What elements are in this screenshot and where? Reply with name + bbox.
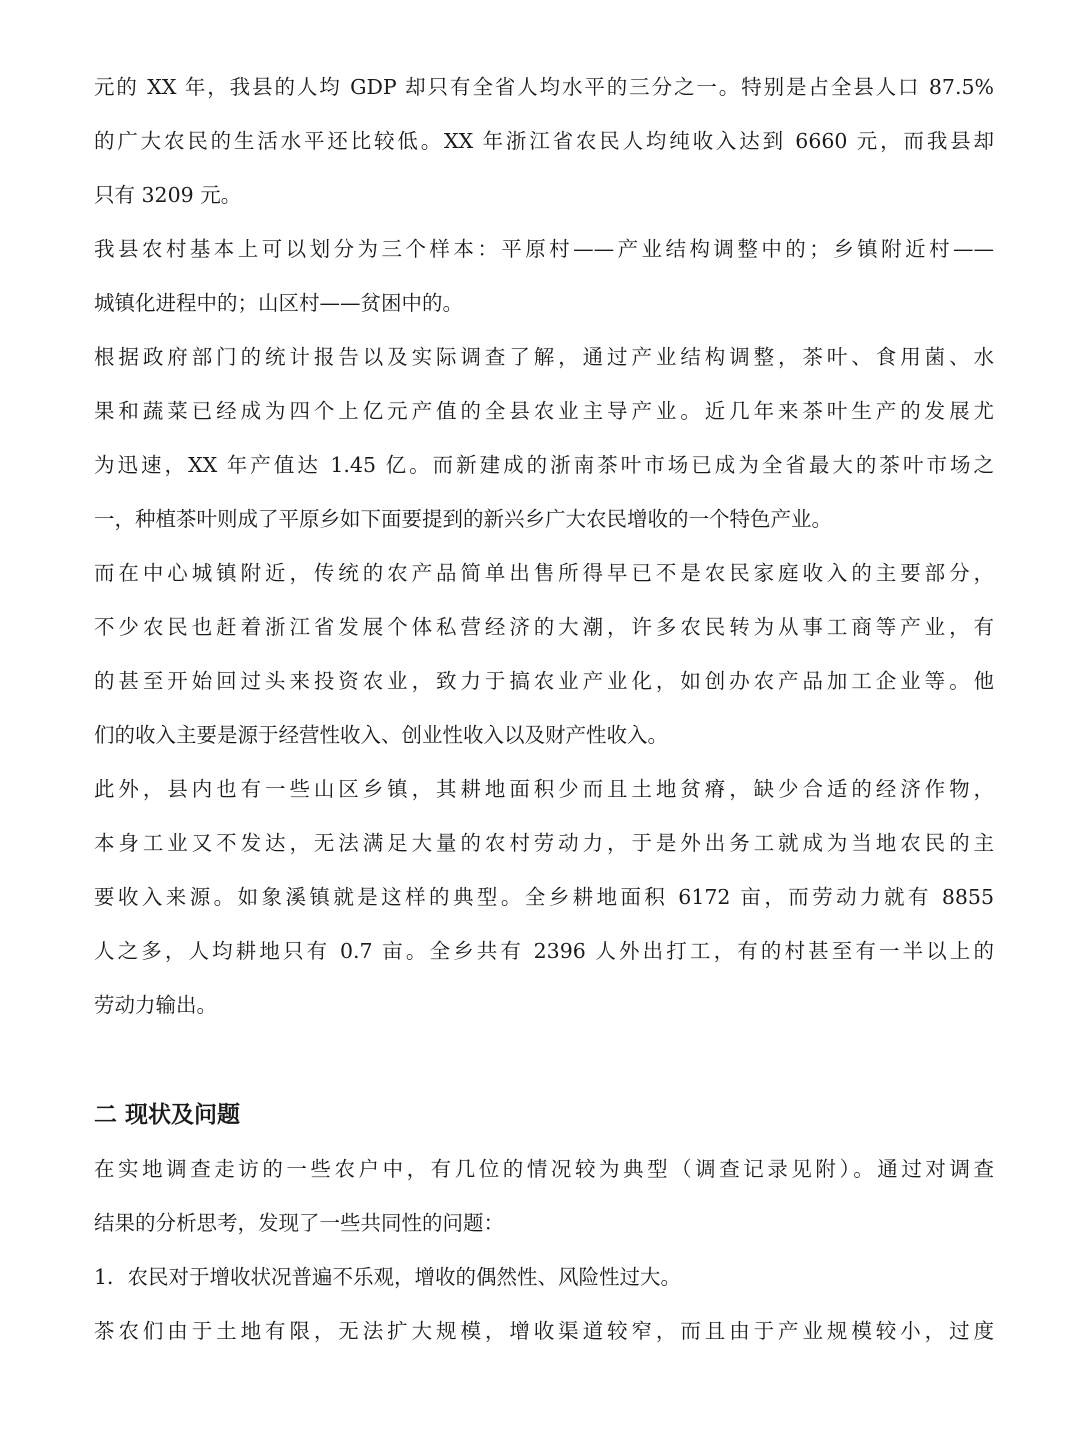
text-line: 而在中心城镇附近，传统的农产品简单出售所得早已不是农民家庭收入的主要部分， bbox=[94, 561, 994, 585]
text-line: 结果的分析思考，发现了一些共同性的问题： bbox=[94, 1211, 504, 1235]
text-line: 的广大农民的生活水平还比较低。XX 年浙江省农民人均纯收入达到 6660 元，而我县却 bbox=[94, 129, 994, 153]
list-item-problem-1 bbox=[94, 1250, 994, 1304]
text-line: 本身工业又不发达，无法满足大量的农村劳动力，于是外出务工就成为当地农民的主 bbox=[94, 831, 994, 855]
section-spacer bbox=[94, 1032, 994, 1088]
text-line: 劳动力输出。 bbox=[94, 993, 217, 1017]
text-line: 们的收入主要是源于经营性收入、创业性收入以及财产性收入。 bbox=[94, 723, 668, 747]
text-line: 此外，县内也有一些山区乡镇，其耕地面积少而且土地贫瘠，缺少合适的经济作物， bbox=[94, 777, 994, 801]
text-line: 要收入来源。如象溪镇就是这样的典型。全乡耕地面积 6172 亩，而劳动力就有 8855 bbox=[94, 885, 994, 909]
text-line: 为迅速，XX 年产值达 1.45 亿。而新建成的浙南茶叶市场已成为全省最大的茶叶市场之 bbox=[94, 453, 994, 477]
paragraph-village-samples bbox=[94, 222, 994, 330]
text-line: 一，种植茶叶则成了平原乡如下面要提到的新兴乡广大农民增收的一个特色产业。 bbox=[94, 507, 832, 531]
text-line: 果和蔬菜已经成为四个上亿元产值的全县农业主导产业。近几年来茶叶生产的发展尤 bbox=[94, 399, 994, 423]
text-line: 不少农民也赶着浙江省发展个体私营经济的大潮，许多农民转为从事工商等产业，有 bbox=[94, 615, 994, 639]
paragraph-gdp-comparison bbox=[94, 60, 994, 222]
text-line: 在实地调查走访的一些农户中，有几位的情况较为典型（调查记录见附）。通过对调查 bbox=[94, 1157, 994, 1181]
text-line: 只有 3209 元。 bbox=[94, 183, 242, 207]
section-heading: 二 现状及问题 bbox=[94, 1102, 241, 1128]
paragraph-town-villages bbox=[94, 546, 994, 762]
text-line: 1．农民对于增收状况普遍不乐观，增收的偶然性、风险性过大。 bbox=[94, 1265, 682, 1289]
paragraph-mountain-villages bbox=[94, 762, 994, 1032]
text-line: 元的 XX 年，我县的人均 GDP 却只有全省人均水平的三分之一。特别是占全县人口 87.5% bbox=[94, 75, 994, 99]
text-line: 城镇化进程中的；山区村——贫困中的。 bbox=[94, 291, 463, 315]
text-line: 根据政府部门的统计报告以及实际调查了解，通过产业结构调整，茶叶、食用菌、水 bbox=[94, 345, 994, 369]
paragraph-survey-intro bbox=[94, 1142, 994, 1250]
text-line: 的甚至开始回过头来投资农业，致力于搞农业产业化，如创办农产品加工企业等。他 bbox=[94, 669, 994, 693]
paragraph-tea-farmers bbox=[94, 1304, 994, 1358]
text-line: 人之多，人均耕地只有 0.7 亩。全乡共有 2396 人外出打工，有的村甚至有一半以上的 bbox=[94, 939, 994, 963]
text-line: 茶农们由于土地有限，无法扩大规模，增收渠道较窄，而且由于产业规模较小，过度 bbox=[94, 1319, 994, 1343]
paragraph-plain-villages bbox=[94, 330, 994, 546]
document-page bbox=[94, 60, 994, 1358]
text-line: 我县农村基本上可以划分为三个样本：平原村——产业结构调整中的；乡镇附近村—— bbox=[94, 237, 994, 261]
